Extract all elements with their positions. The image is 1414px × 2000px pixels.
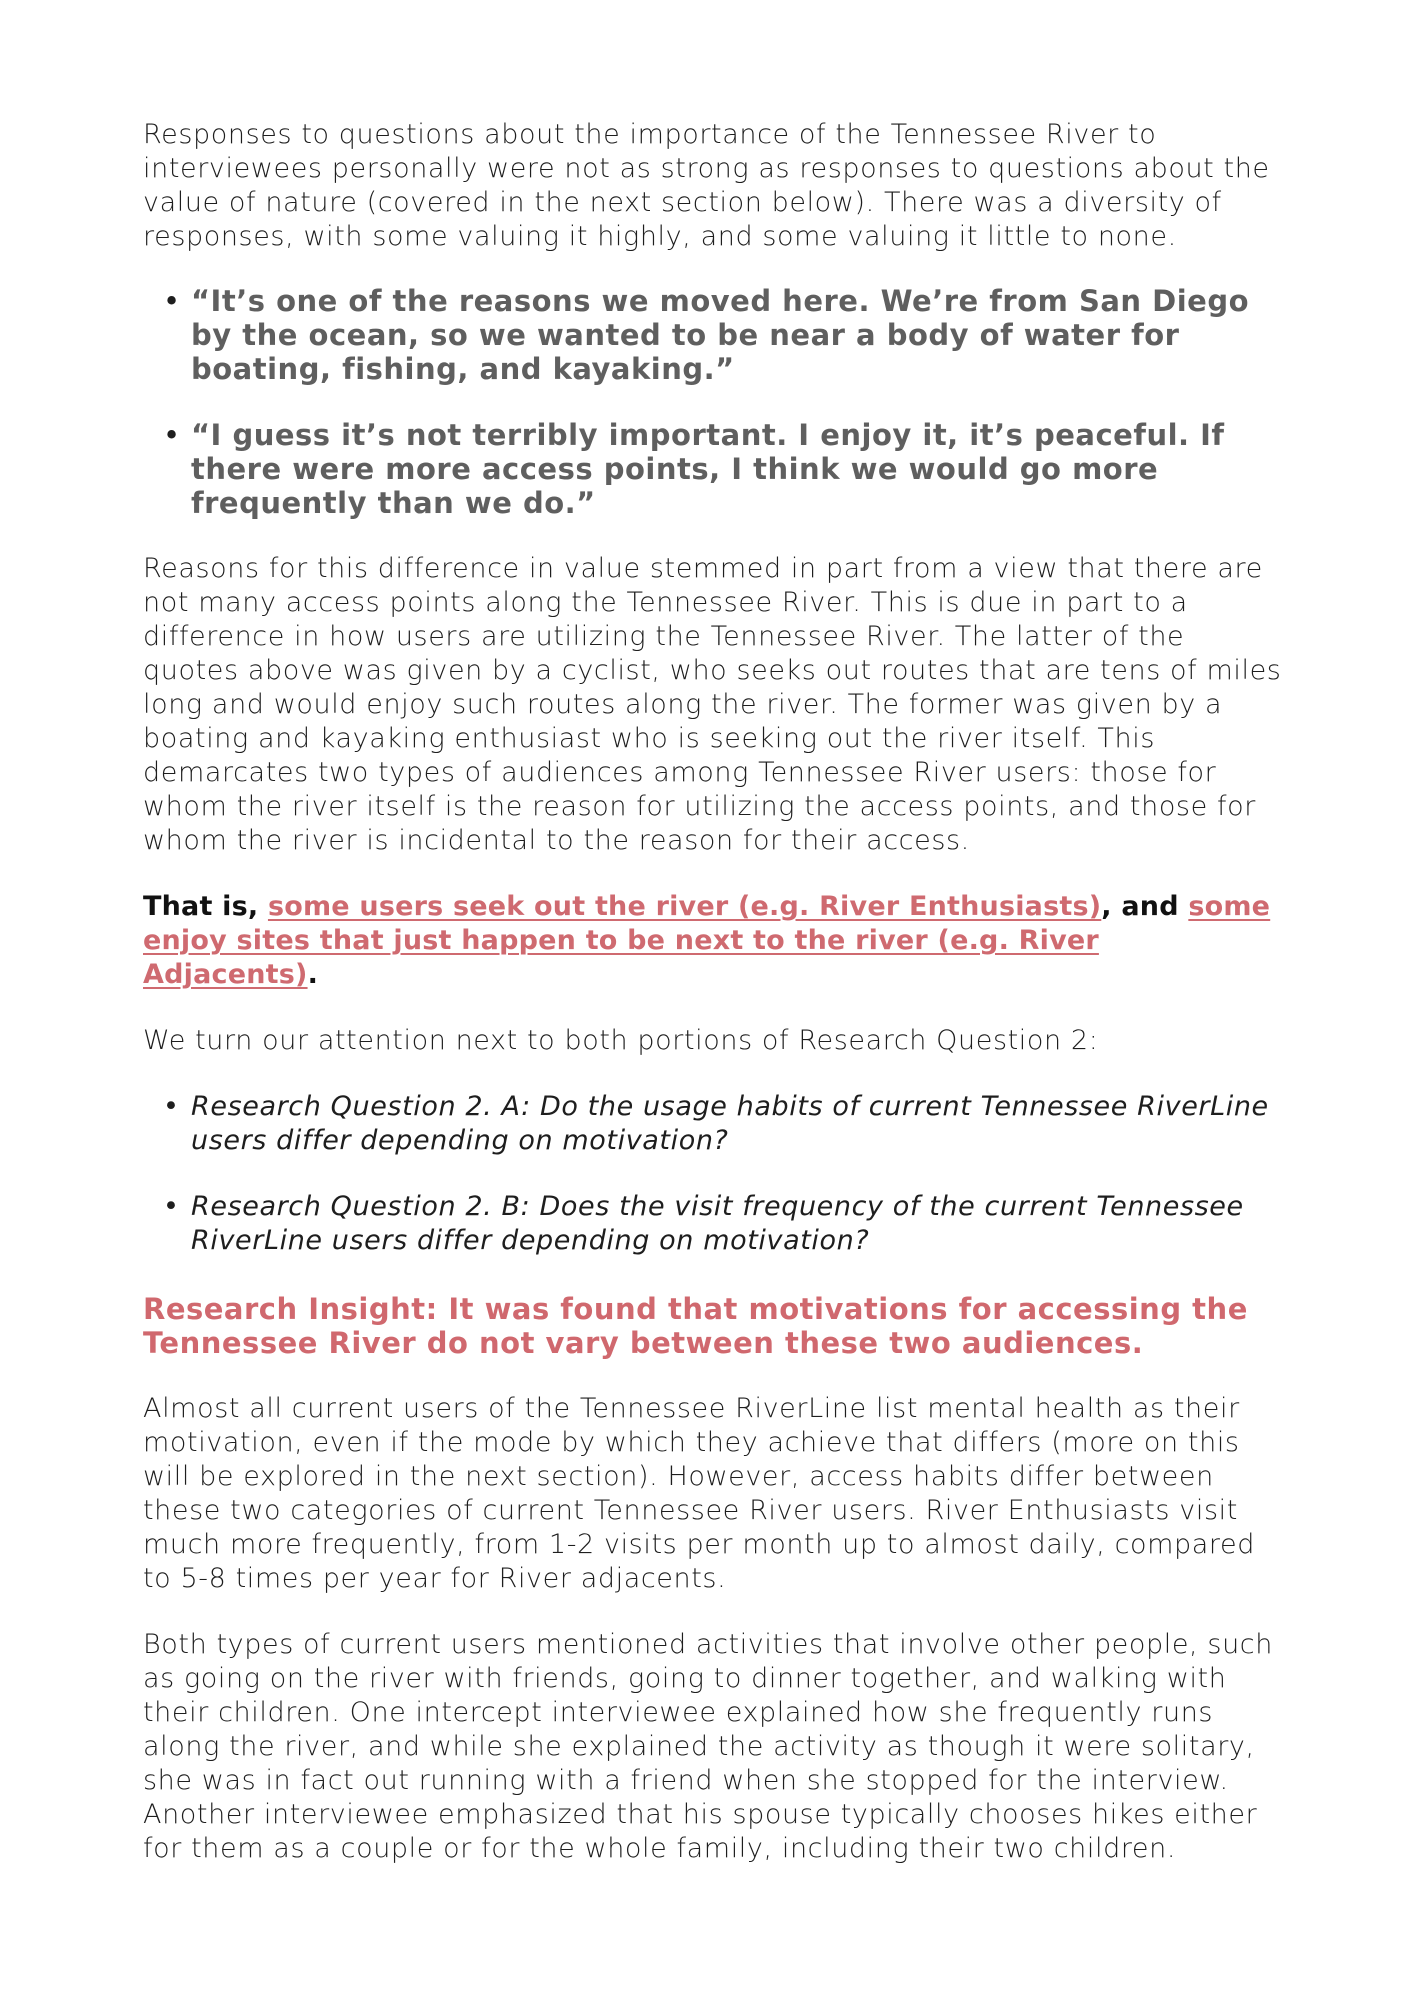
transition-paragraph: We turn our attention next to both portions of Research Question 2: (143, 1025, 1099, 1056)
motivation-paragraph: Almost all current users of the Tennessee RiverLine list mental health as their motivation, even if the mode by which they achieve that differs (more on this will be explored in the next section). However, access habits differ between these two categories of current Tennessee River users. River Enthusiasts visit much more frequently, from 1-2 visits per month up to almost daily, compared to 5-8 times per year for River adjacents. (143, 1393, 1255, 1594)
river-adjacents-highlight: some enjoy sites that just happen to be next to the river (e.g. River Adjacents) (143, 891, 1271, 990)
river-enthusiasts-highlight: some users seek out the river (e.g. River Enthusiasts) (267, 891, 1102, 922)
difference-paragraph: Reasons for this difference in value stemmed in part from a view that there are not many access points along the Tennessee River. This is due in part to a difference in how users are utilizing the Tennessee River. The latter of the quotes above was given by a cyclist, who seeks out routes that are tens of miles long and would enjoy such routes along the river. The former was given by a boating and kayaking enthusiast who is seeking out the river itself. This demarcates two types of audiences among Tennessee River users: those for whom the river itself is the reason for utilizing the access points, and those for whom the river is incidental to the reason for their access. (143, 553, 1282, 856)
summary-suffix: . (307, 959, 319, 990)
intro-paragraph: Responses to questions about the importance of the Tennessee River to interviewees personally were not as strong as responses to questions about the value of nature (covered in the next section below). There was a diversity of responses, with some valuing it highly, and some valuing it little to none. (143, 119, 1270, 252)
quote-item (143, 418, 1283, 520)
bullet-icon: • (163, 418, 181, 452)
quote-item (143, 284, 1283, 386)
research-question-item (143, 1090, 1283, 1158)
interviewee-quotes (143, 284, 1283, 520)
bullet-icon: • (163, 1091, 180, 1122)
research-questions (143, 1090, 1283, 1258)
audience-summary (143, 890, 1283, 992)
bullet-icon: • (163, 1191, 180, 1222)
bullet-icon: • (163, 284, 181, 318)
quote-text: “I guess it’s not terribly important. I enjoy it, it’s peaceful. If there were more access points, I think we would go more frequently than we do.” (191, 418, 1225, 520)
research-question-text: Research Question 2. A: Do the usage habits of current Tennessee RiverLine users differ depending on motivation? (191, 1091, 1269, 1156)
social-activities-paragraph: Both types of current users mentioned activities that involve other people, such as going on the river with friends, going to dinner together, and walking with their children. One intercept interviewee explained how she frequently runs along the river, and while she explained the activity as though it were solitary, she was in fact out running with a friend when she stopped for the interview. Another interviewee emphasized that his spouse typically chooses hikes either for them as a couple or for the whole family, including their two children. (143, 1629, 1273, 1864)
research-question-item (143, 1190, 1283, 1258)
document-body (143, 118, 1283, 1866)
research-insight-heading: Research Insight: It was found that motivations for accessing the Tennessee River do not vary between these two audiences. (143, 1292, 1248, 1360)
research-question-text: Research Question 2. B: Does the visit frequency of the current Tennessee RiverLine users differ depending on motivation? (191, 1191, 1244, 1256)
summary-prefix: That is, (143, 891, 268, 922)
summary-middle: , and (1101, 891, 1189, 922)
quote-text: “It’s one of the reasons we moved here. We’re from San Diego by the ocean, so we wanted to be near a body of water for boating, fishing, and kayaking.” (191, 284, 1249, 386)
